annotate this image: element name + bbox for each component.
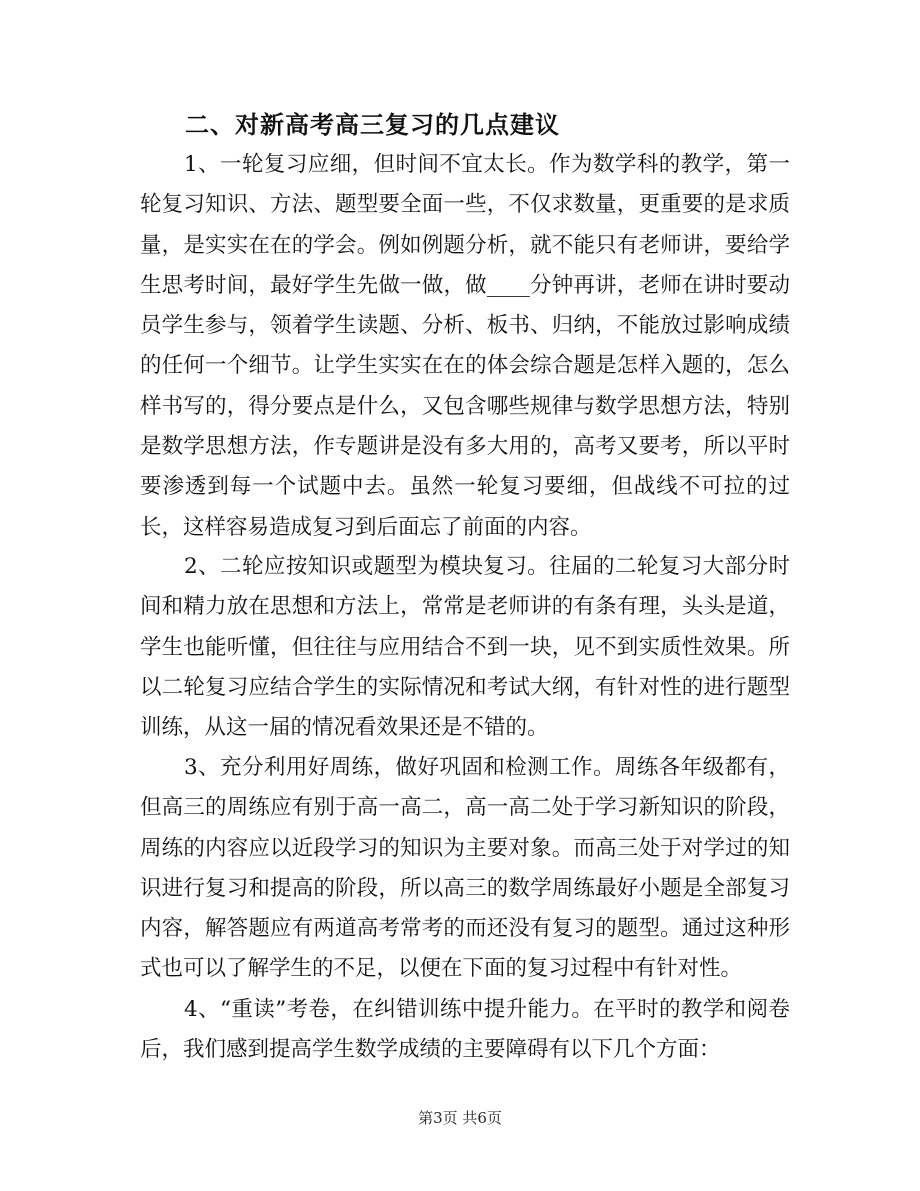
paragraph-2: 2、二轮应按知识或题型为模块复习。往届的二轮复习大部分时间和精力放在思想和方法上，常常是老师讲的有条有理，头头是道，学生也能听懂，但往往与应用结合不到一块，见不到实质性效果。所以二轮复习应结合学生的实际情况和考试大纲，有针对性的进行题型训练，从这一届的情况看效果还是不错的。 (140, 554, 790, 741)
paragraph-1: 1、一轮复习应细，但时间不宜太长。作为数学科的教学，第一轮复习知识、方法、题型要全面一些，不仅求数量，更重要的是求质量，是实实在在的学会。例如例题分析，就不能只有老师讲，要给学生思考时间，最好学生先做一做，做____分钟再讲，老师在讲时要动员学生参与，领着学生读题、分析、板书、归纳，不能放过影响成绩的任何一个细节。让学生实实在在的体会综合题是怎样入题的，怎么样书写的，得分要点是什么，又包含哪些规律与数学思想方法，特别是数学思想方法，作专题讲是没有多大用的，高考又要考，所以平时要渗透到每一个试题中去。虽然一轮复习要细，但战线不可拉的过长，这样容易造成复习到后面忘了前面的内容。 (140, 152, 790, 540)
paragraph-4: 4、“重读”考卷，在纠错训练中提升能力。在平时的教学和阅卷后，我们感到提高学生数学成绩的主要障碍有以下几个方面： (140, 997, 790, 1063)
paragraph-3: 3、充分利用好周练，做好巩固和检测工作。周练各年级都有，但高三的周练应有别于高一高二，高一高二处于学习新知识的阶段，周练的内容应以近段学习的知识为主要对象。而高三处于对学过的知识进行复习和提高的阶段，所以高三的数学周练最好小题是全部复习内容，解答题应有两道高考常考的而还没有复习的题型。通过这种形式也可以了解学生的不足，以便在下面的复习过程中有针对性。 (140, 755, 790, 982)
section-heading: 二、对新高考高三复习的几点建议 (185, 110, 560, 139)
page-footer: 第3页 共6页 (418, 1109, 502, 1127)
